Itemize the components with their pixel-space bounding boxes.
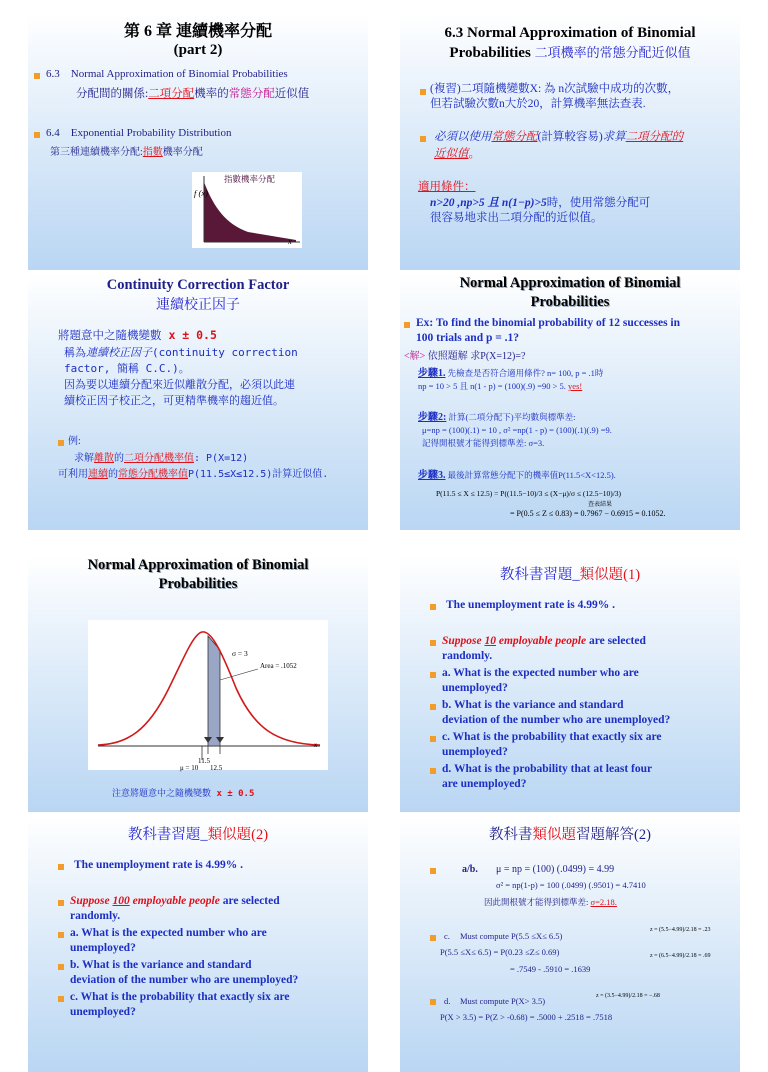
bullet-icon: [58, 440, 64, 446]
text: employable people: [498, 635, 587, 647]
bullet-icon: [420, 89, 426, 95]
slide-binomial-example: [400, 274, 740, 530]
item-english: Normal Approximation of Binomial Probabilities: [70, 68, 288, 80]
text: 第三種連續機率分配:: [50, 147, 143, 158]
text: 依照題解 求P(X=12)=?: [425, 351, 526, 362]
sigma-label: σ = 3: [232, 649, 248, 658]
random-variable-line: [58, 328, 217, 343]
text-line: a. What is the expected number who are: [442, 667, 639, 679]
text: 求算: [602, 131, 626, 143]
text: are selected: [219, 895, 280, 907]
correction-formula: x ± 0.5: [168, 328, 217, 342]
text: 因為要以連續分配來近似離散分配，必須以此連: [64, 378, 295, 391]
text-line: b. What is the variance and standard: [70, 959, 252, 971]
item-6-3-chinese: [76, 87, 366, 102]
text-line: c. What is the probability that exactly six are: [70, 991, 290, 1003]
step1: [418, 368, 738, 379]
part-ab-mean: μ = np = (100) (.0499) = 4.99: [496, 864, 615, 875]
text-ccf: 連續校正因子: [86, 346, 152, 359]
title-text: 教科書習題_: [127, 827, 208, 843]
step3: [418, 470, 738, 481]
slide-title: [400, 274, 740, 312]
text: are selected: [586, 635, 646, 647]
slide-exercise-solutions-2: [400, 816, 740, 1072]
step2-formula: μ=np = (100)(.1) = 10 , σ² =np(1 - p) = (100)(.1)(.9) =9.: [422, 425, 612, 435]
part-d-result: P(X > 3.5) = P(Z > -0.68) = .5000 + .2518 = .7518: [440, 1012, 613, 1022]
conditions-text: [430, 196, 736, 226]
title-line2: Probabilities: [530, 294, 610, 310]
title-text: 習題解答(2): [576, 827, 651, 843]
bullet-icon: [58, 932, 64, 938]
text-normal: 常態分配機率值: [118, 469, 188, 480]
slide-title: [28, 826, 368, 845]
slide-title: [400, 826, 740, 845]
text: 注意將題意中之隨機變數: [112, 789, 212, 799]
slide-subtitle: (part 2): [173, 42, 223, 58]
part-d-label: d.: [444, 996, 451, 1006]
text-line: deviation of the number who are unemployed?: [442, 714, 671, 726]
sigma-value: σ=2.18.: [590, 897, 617, 907]
step2: [418, 412, 738, 423]
part-d-compute: Must compute P(X> 3.5): [460, 996, 546, 1006]
text: 將題意中之隨機變數: [58, 328, 162, 342]
text-yes: yes!: [568, 381, 583, 391]
text-line: unemployed?: [442, 746, 508, 758]
text: 因此開根號才能得到標準差:: [484, 897, 591, 907]
text: Suppose: [442, 635, 482, 647]
text-line: Ex: To find the binomial probability of 12 successes in: [416, 317, 681, 329]
note-text: [112, 789, 254, 800]
text-line: unemployed?: [442, 682, 508, 694]
slide-title: [28, 556, 368, 594]
part-c-compute: Must compute P(5.5 ≤X≤ 6.5): [460, 931, 563, 941]
text: 時，使用常態分配可: [546, 197, 651, 209]
mu-label: μ = 10: [180, 764, 199, 772]
sample-size: 100: [112, 895, 130, 907]
correction-formula: x ± 0.5: [216, 789, 255, 799]
text-binomial: 二項分配的: [625, 131, 684, 143]
item-number: 6.4: [46, 127, 60, 139]
title-line1: Normal Approximation of Binomial: [459, 275, 681, 291]
text: 機率的: [194, 88, 229, 100]
text-normal: 常態分配: [491, 131, 538, 143]
sample-statement: [442, 634, 732, 664]
slide-title: Continuity Correction Factor: [106, 277, 290, 293]
text: <解>: [404, 351, 426, 362]
part-c-z1: z = (5.5−4.99)/2.18 = .23: [650, 927, 711, 933]
step-label: 步驟3.: [418, 470, 446, 481]
text-line: deviation of the number who are unemployed?: [70, 974, 299, 986]
text: 機率分配: [162, 147, 203, 158]
solution-heading: [404, 350, 525, 363]
text: randomly.: [70, 910, 121, 922]
review-binomial-text: [430, 82, 736, 112]
item-number: 6.3: [46, 68, 60, 80]
bullet-icon: [430, 868, 436, 874]
text-exponential: 指數: [142, 147, 163, 158]
part-c-prob: P(5.5 ≤X≤ 6.5) = P(0.23 ≤Z≤ 0.69): [440, 947, 560, 957]
bullet-icon: [430, 640, 436, 646]
text: 的: [108, 469, 118, 480]
item-6-3: [46, 67, 366, 82]
bullet-icon: [430, 604, 436, 610]
text: 求解: [74, 453, 94, 464]
text: 。: [468, 148, 480, 160]
text-line: are unemployed?: [442, 778, 527, 790]
item-6-4-chinese: [50, 146, 350, 159]
slide-normal-curve-figure: [28, 556, 368, 812]
step-label: 步驟1.: [418, 368, 446, 379]
text: factor, 簡稱 C.C.)。: [64, 362, 190, 375]
bullet-icon: [34, 73, 40, 79]
area-label: Area = .1052: [260, 662, 297, 670]
part-ab-label: a/b.: [462, 864, 478, 875]
question-a: [70, 926, 366, 956]
bullet-icon: [430, 736, 436, 742]
part-c-result: = .7549 - .5910 = .1639: [510, 964, 591, 974]
text: 分配間的關係:: [76, 88, 149, 100]
text: 的: [114, 453, 124, 464]
bullet-icon: [430, 935, 436, 941]
text-binomial: 二項分配: [148, 88, 195, 100]
table-lookup-note: 查表結果: [588, 502, 613, 508]
text: randomly.: [442, 650, 493, 662]
bullet-icon: [58, 864, 64, 870]
step1-check: [418, 381, 738, 392]
bullet-icon: [58, 964, 64, 970]
bullet-icon: [430, 999, 436, 1005]
slide-textbook-exercise-1: [400, 556, 740, 812]
text-continuous: 連續: [88, 469, 108, 480]
bullet-icon: [404, 322, 410, 328]
text: 續校正因子校正之，可更精準機率的趨近值。: [64, 394, 284, 407]
text-line: 但若試驗次數n大於20，計算機率無法查表.: [430, 98, 646, 110]
item-6-4: [46, 126, 366, 141]
text: P(11.5≤X≤12.5)計算近似值.: [188, 469, 329, 480]
bullet-icon: [430, 672, 436, 678]
slide-continuity-correction: [28, 274, 368, 530]
text: : P(X=12): [194, 453, 249, 464]
step3-formula1: P(11.5 ≤ X ≤ 12.5) = P((11.5−10)/3 ≤ (X−μ)/σ ≤ (12.5−10)/3): [436, 489, 622, 498]
conditions-label: 適用條件：: [418, 181, 476, 193]
text-line: unemployed?: [70, 942, 136, 954]
text: 先檢查是否符合適用條件? n= 100, p = .1時: [445, 368, 604, 378]
text-line: b. What is the variance and standard: [442, 699, 624, 711]
title-highlight: 類似題(1): [579, 567, 641, 583]
text-line: (複習)二項隨機變數X: 為 n次試驗中成功的次數，: [430, 83, 680, 95]
unemployment-rate: The unemployment rate is 4.99% .: [74, 859, 243, 871]
question-a: [442, 666, 738, 696]
question-b: [442, 698, 738, 728]
graph-y-axis-label: f (x): [194, 188, 208, 198]
text-discrete: 離散: [94, 453, 114, 464]
text: (continuity correction: [152, 346, 298, 359]
title-line2: Probabilities: [449, 45, 531, 61]
example-label: 例:: [68, 436, 81, 447]
example-line1: [74, 452, 364, 465]
use-normal-text: [434, 129, 736, 163]
normal-curve-figure: [88, 620, 328, 770]
text: 必須以使用: [434, 131, 492, 143]
text: 計算(二項分配下)平均數與標準差:: [446, 412, 576, 422]
tick-12-5: 12.5: [210, 764, 223, 772]
text: (計算較容易): [537, 131, 603, 143]
slide-title: [400, 566, 740, 585]
continuity-definition: [64, 345, 364, 409]
condition-formula: n>20 ,np>5 且 n(1−p)>5: [430, 197, 547, 209]
title-text: 教科書習題_: [499, 567, 580, 583]
title-chinese: 二項機率的常態分配近似值: [534, 45, 691, 60]
title-line1: Normal Approximation of Binomial: [87, 557, 309, 573]
bullet-icon: [420, 136, 426, 142]
graph-x-axis-label: x: [288, 236, 292, 246]
text-line: 很容易地求出二項分配的近似值。: [430, 212, 603, 224]
text: 稱為: [64, 346, 86, 359]
sample-size: 10: [484, 635, 496, 647]
question-d: [442, 762, 738, 792]
part-ab-sigma: [484, 897, 734, 908]
text-approx: 近似值: [434, 148, 469, 160]
part-c-z2: z = (6.5−4.99)/2.18 = .69: [650, 953, 711, 959]
slide-title-chinese: 連續校正因子: [156, 298, 240, 313]
text-binomial: 二項分配機率值: [124, 453, 194, 464]
text-line: c. What is the probability that exactly six are: [442, 731, 662, 743]
title-text: 教科書: [489, 827, 533, 843]
slide-textbook-exercise-2: [28, 816, 368, 1072]
slide-title: [400, 24, 740, 63]
text: 近似值: [274, 88, 310, 100]
x-axis-label: x: [314, 741, 318, 749]
example-question: [416, 316, 738, 346]
text-line: d. What is the probability that at least four: [442, 763, 653, 775]
slide-chapter-6-overview: [28, 14, 368, 270]
bullet-icon: [430, 704, 436, 710]
slide-title: 第 6 章 連續機率分配: [123, 23, 272, 40]
title-line2: Probabilities: [158, 576, 238, 592]
part-d-z: z = (3.5−4.99)/2.18 = −.68: [596, 993, 660, 999]
text-line: 100 trials and p = .1?: [416, 332, 520, 344]
bullet-icon: [430, 768, 436, 774]
text: Suppose: [70, 895, 110, 907]
step3-formula2: = P(0.5 ≤ Z ≤ 0.83) = 0.7967 − 0.6915 = 0.1052.: [510, 509, 666, 518]
step2-sigma: 記得開根號才能得到標準差: σ=3.: [422, 438, 545, 448]
bullet-icon: [58, 996, 64, 1002]
bullet-icon: [34, 132, 40, 138]
tick-11-5: 11.5: [198, 757, 210, 765]
question-b: [70, 958, 366, 988]
graph-label: 指數機率分配: [224, 174, 276, 184]
unemployment-rate: The unemployment rate is 4.99% .: [446, 599, 615, 611]
text: 最後計算常態分配下的機率值P(11.5<X<12.5).: [445, 470, 616, 480]
step-label: 步驟2:: [418, 412, 447, 423]
part-c-label: c.: [444, 931, 450, 941]
text-normal: 常態分配: [228, 88, 275, 100]
item-english: Exponential Probability Distribution: [70, 127, 232, 139]
shaded-area: [208, 636, 220, 746]
slide-normal-approximation-intro: [400, 14, 740, 270]
text: employable people: [132, 895, 220, 907]
title-highlight: 類似題(2): [207, 827, 269, 843]
text-line: a. What is the expected number who are: [70, 927, 267, 939]
text: np = 10 > 5 且 n(1 - p) = (100)(.9) =90 > 5.: [418, 381, 566, 391]
title-line1: 6.3 Normal Approximation of Binomial: [444, 25, 696, 41]
text-line: unemployed?: [70, 1006, 136, 1018]
question-c: [70, 990, 366, 1020]
text: 可利用: [58, 469, 88, 480]
title-highlight: 類似題: [532, 827, 577, 843]
part-ab-variance: σ² = np(1-p) = 100 (.0499) (.9501) = 4.7410: [496, 880, 646, 890]
question-c: [442, 730, 738, 760]
sample-statement: [70, 894, 360, 924]
bullet-icon: [58, 900, 64, 906]
example-line2: [58, 468, 366, 481]
